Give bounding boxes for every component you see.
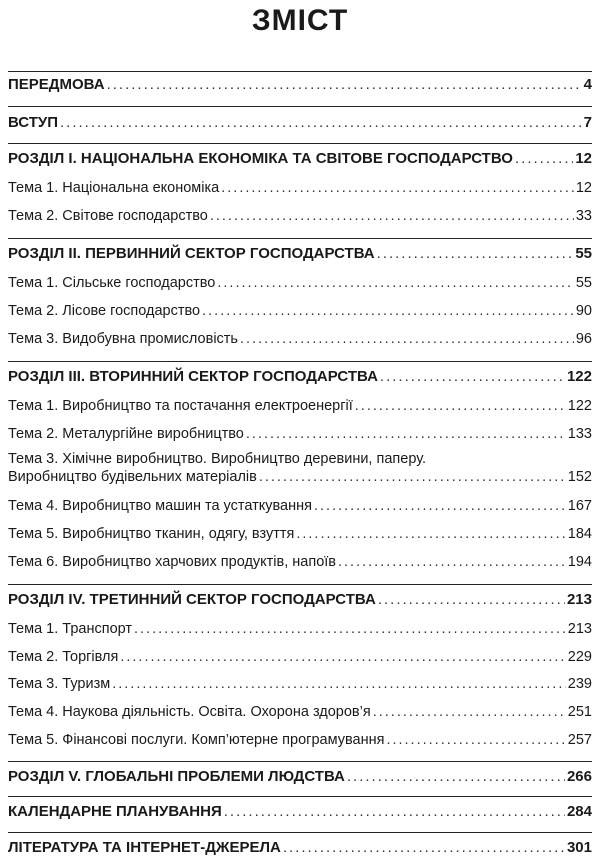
toc-section-2 bbox=[8, 245, 592, 263]
dot-leader bbox=[221, 179, 574, 197]
toc-entry-title: РОЗДІЛ IV. ТРЕТИННИЙ СЕКТОР ГОСПОДАРСТВА bbox=[8, 591, 376, 608]
toc-topic bbox=[8, 648, 592, 666]
divider bbox=[8, 71, 592, 72]
dot-leader bbox=[120, 648, 565, 666]
dot-leader bbox=[112, 675, 566, 693]
toc-entry-title: Тема 2. Торгівля bbox=[8, 649, 119, 665]
toc-entry-title: Тема 5. Фінансові послуги. Комп’ютерне програмування bbox=[8, 732, 385, 748]
toc-entry-page: 184 bbox=[567, 526, 592, 542]
toc-topic bbox=[8, 497, 592, 515]
toc-entry-calendar-planning bbox=[8, 803, 592, 821]
toc-entry-title: РОЗДІЛ ІІ. ПЕРВИННИЙ СЕКТОР ГОСПОДАРСТВА bbox=[8, 245, 375, 262]
toc-entry-page: 122 bbox=[567, 398, 592, 414]
dot-leader bbox=[373, 703, 566, 721]
toc-entry-page: 152 bbox=[567, 469, 592, 485]
divider bbox=[8, 143, 592, 144]
toc-entry-title: Тема 1. Національна економіка bbox=[8, 180, 220, 196]
divider bbox=[8, 584, 592, 585]
dot-leader bbox=[377, 245, 574, 263]
toc-entry-title: РОЗДІЛ ІІІ. ВТОРИННИЙ СЕКТОР ГОСПОДАРСТВА bbox=[8, 368, 378, 385]
toc-entry-page: 266 bbox=[566, 768, 592, 785]
dot-leader bbox=[60, 114, 582, 132]
dot-leader bbox=[210, 207, 574, 225]
toc-entry-page: 7 bbox=[583, 114, 592, 131]
dot-leader bbox=[283, 839, 565, 857]
toc-entry-page: 194 bbox=[567, 554, 592, 570]
toc-section-3 bbox=[8, 368, 592, 386]
toc-topic bbox=[8, 620, 592, 638]
dot-leader bbox=[380, 368, 565, 386]
toc-entry-line2 bbox=[8, 468, 592, 486]
toc-entry-title: Тема 6. Виробництво харчових продуктів, напоїв bbox=[8, 554, 336, 570]
toc-entry-title: РОЗДІЛ І. НАЦІОНАЛЬНА ЕКОНОМІКА ТА СВІТОВЕ ГОСПОДАРСТВО bbox=[8, 150, 513, 167]
dot-leader bbox=[378, 591, 565, 609]
dot-leader bbox=[515, 150, 573, 168]
divider bbox=[8, 106, 592, 107]
dot-leader bbox=[347, 768, 565, 786]
dot-leader bbox=[246, 425, 566, 443]
dot-leader bbox=[314, 497, 566, 515]
toc-entry-page: 90 bbox=[575, 303, 592, 319]
toc-topic bbox=[8, 703, 592, 721]
toc-entry-page: 213 bbox=[567, 621, 592, 637]
toc-entry-title: Тема 2. Лісове господарство bbox=[8, 303, 201, 319]
toc-entry-page: 133 bbox=[567, 426, 592, 442]
dot-leader bbox=[296, 525, 565, 543]
dot-leader bbox=[217, 274, 573, 292]
divider bbox=[8, 238, 592, 239]
toc-section-5 bbox=[8, 768, 592, 786]
toc-topic bbox=[8, 731, 592, 749]
dot-leader bbox=[134, 620, 566, 638]
dot-leader bbox=[107, 76, 582, 94]
toc-entry-title: Тема 1. Сільське господарство bbox=[8, 275, 216, 291]
dot-leader bbox=[259, 468, 566, 486]
toc-entry-page: 284 bbox=[566, 803, 592, 820]
dot-leader bbox=[355, 397, 566, 415]
toc-topic bbox=[8, 330, 592, 348]
dot-leader bbox=[338, 553, 566, 571]
toc-entry-title: ПЕРЕДМОВА bbox=[8, 76, 105, 93]
divider bbox=[8, 832, 592, 833]
toc-topic bbox=[8, 553, 592, 571]
toc-entry-title: Тема 2. Світове господарство bbox=[8, 208, 208, 224]
toc-entry-title: Тема 2. Металургійне виробництво bbox=[8, 426, 244, 442]
toc-topic bbox=[8, 525, 592, 543]
toc-entry-page: 167 bbox=[567, 498, 592, 514]
dot-leader bbox=[224, 803, 565, 821]
toc-entry-title: Тема 3. Туризм bbox=[8, 676, 111, 692]
toc-entry-page: 257 bbox=[567, 732, 592, 748]
toc-entry-page: 122 bbox=[566, 368, 592, 385]
toc-entry-page: 55 bbox=[575, 245, 592, 262]
toc-entry-title-continued: Виробництво будівельних матеріалів bbox=[8, 469, 257, 485]
divider bbox=[8, 796, 592, 797]
toc-entry-literature bbox=[8, 839, 592, 857]
toc-entry-page: 33 bbox=[575, 208, 592, 224]
toc-topic bbox=[8, 207, 592, 225]
toc-entry-page: 12 bbox=[575, 180, 592, 196]
toc-entry-title: РОЗДІЛ V. ГЛОБАЛЬНІ ПРОБЛЕМИ ЛЮДСТВА bbox=[8, 768, 345, 785]
toc-topic bbox=[8, 675, 592, 693]
toc-entry-title: Тема 1. Транспорт bbox=[8, 621, 133, 637]
dot-leader bbox=[202, 302, 574, 320]
page-title: ЗМІСТ bbox=[251, 4, 349, 37]
toc-entry-page: 229 bbox=[567, 649, 592, 665]
divider bbox=[8, 361, 592, 362]
toc-topic bbox=[8, 179, 592, 197]
toc-entry-title: ЛІТЕРАТУРА ТА ІНТЕРНЕТ-ДЖЕРЕЛА bbox=[8, 839, 281, 856]
toc-entry-title: КАЛЕНДАРНЕ ПЛАНУВАННЯ bbox=[8, 803, 222, 820]
dot-leader bbox=[240, 330, 574, 348]
toc-section-4 bbox=[8, 591, 592, 609]
toc-entry-page: 239 bbox=[567, 676, 592, 692]
toc-entry-page: 251 bbox=[567, 704, 592, 720]
toc-entry-page: 12 bbox=[575, 150, 592, 167]
toc-entry-title: Тема 4. Наукова діяльність. Освіта. Охорона здоров’я bbox=[8, 704, 371, 720]
toc-entry-title: ВСТУП bbox=[8, 114, 58, 131]
toc-entry-title: Тема 1. Виробництво та постачання електроенергії bbox=[8, 398, 353, 414]
toc-entry-foreword bbox=[8, 76, 592, 94]
toc-topic bbox=[8, 425, 592, 443]
toc-entry-title: Тема 4. Виробництво машин та устаткування bbox=[8, 498, 312, 514]
toc-entry-page: 55 bbox=[575, 275, 592, 291]
toc-entry-page: 213 bbox=[566, 591, 592, 608]
toc-topic bbox=[8, 397, 592, 415]
toc-topic bbox=[8, 274, 592, 292]
toc-entry-page: 96 bbox=[575, 331, 592, 347]
divider bbox=[8, 761, 592, 762]
toc-entry-title: Тема 5. Виробництво тканин, одягу, взуття bbox=[8, 526, 295, 542]
toc-entry-title: Тема 3. Хімічне виробництво. Виробництво деревини, паперу. bbox=[8, 451, 427, 467]
toc-entry-page: 301 bbox=[566, 839, 592, 856]
toc-topic bbox=[8, 302, 592, 320]
toc-section-1 bbox=[8, 150, 592, 168]
toc-entry-title: Тема 3. Видобувна промисловість bbox=[8, 331, 238, 347]
dot-leader bbox=[386, 731, 565, 749]
toc-topic bbox=[8, 450, 592, 486]
toc-entry-page: 4 bbox=[583, 76, 592, 93]
toc-entry-intro bbox=[8, 114, 592, 132]
